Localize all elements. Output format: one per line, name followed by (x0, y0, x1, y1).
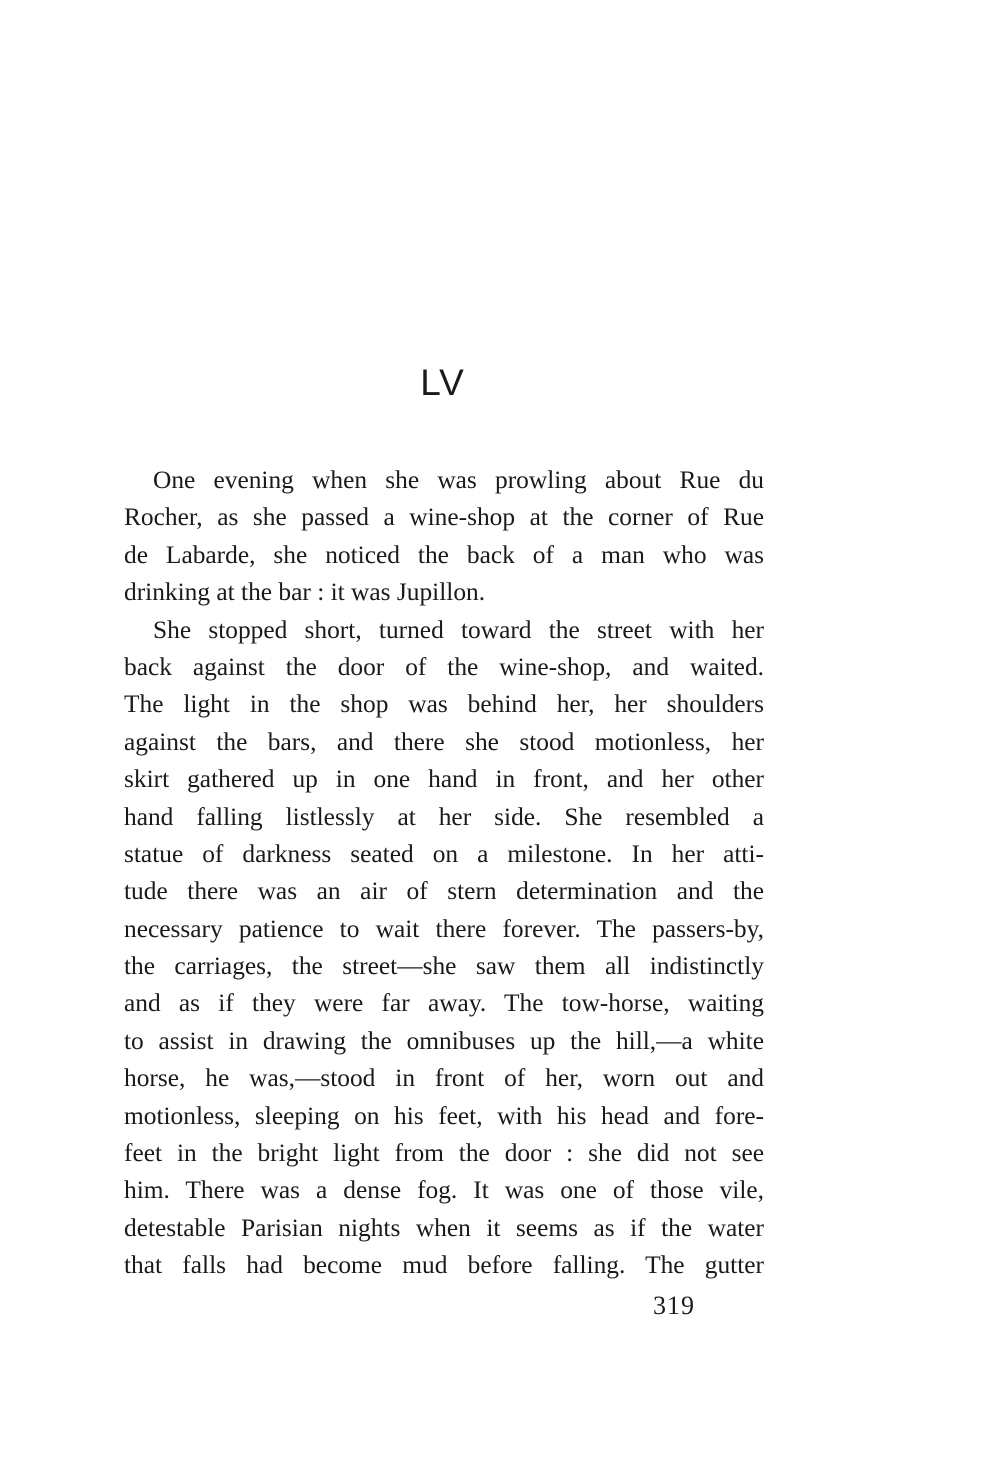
text-line: back against the door of the wine-shop, and waited. (124, 652, 764, 681)
text-line: to assist in drawing the omnibuses up the hill,—a white (124, 1026, 764, 1055)
text-line: and as if they were far away. The tow-horse, waiting (124, 989, 764, 1018)
text-line: She stopped short, turned toward the street with her (153, 615, 764, 644)
text-line: motionless, sleeping on his feet, with his head and fore- (124, 1101, 764, 1130)
page-number: 319 (653, 1291, 695, 1320)
text-line: hand falling listlessly at her side. She resembled a (124, 802, 764, 831)
text-line: tude there was an air of stern determination and the (124, 877, 764, 906)
text-line: Rocher, as she passed a wine-shop at the corner of Rue (124, 503, 764, 532)
text-line: against the bars, and there she stood motionless, her (124, 727, 764, 756)
text-line: him. There was a dense fog. It was one of those vile, (124, 1176, 764, 1205)
text-line: that falls had become mud before falling. The gutter (124, 1251, 764, 1280)
text-line: detestable Parisian nights when it seems as if the water (124, 1213, 764, 1242)
text-line: The light in the shop was behind her, her shoulders (124, 690, 764, 719)
text-line: One evening when she was prowling about Rue du (153, 466, 764, 494)
text-line: the carriages, the street—she saw them all indistinctly (124, 952, 764, 981)
text-line: necessary patience to wait there forever. The passers-by, (124, 914, 764, 943)
text-line: statue of darkness seated on a milestone. In her atti- (124, 839, 764, 868)
text-line: skirt gathered up in one hand in front, and her other (124, 765, 764, 794)
text-line: de Labarde, she noticed the back of a man who was (124, 540, 764, 569)
text-line: drinking at the bar : it was Jupillon. (124, 578, 486, 607)
body-text (124, 462, 764, 1285)
text-line: horse, he was,—stood in front of her, worn out and (124, 1064, 764, 1093)
chapter-heading: LV (420, 362, 465, 403)
text-line: feet in the bright light from the door : she did not see (124, 1139, 764, 1168)
